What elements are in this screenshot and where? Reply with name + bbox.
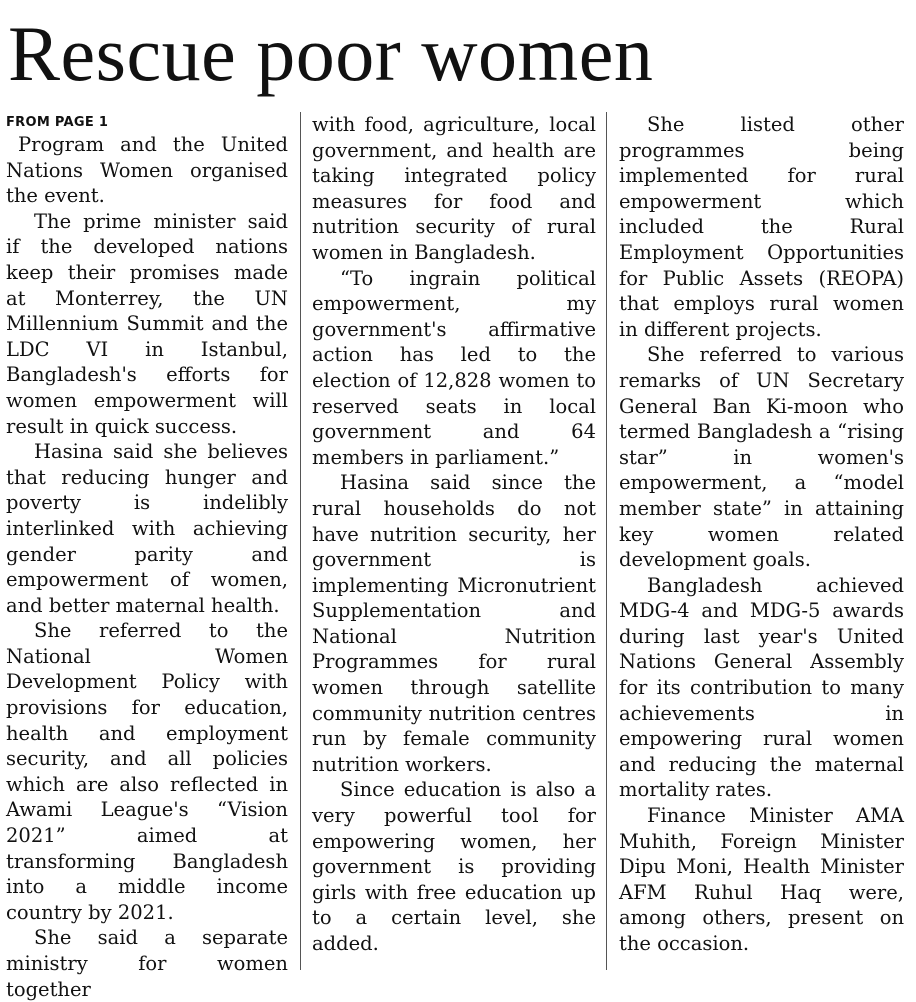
article-paragraph: Program and the United Nations Women organised the event. <box>6 133 288 208</box>
article-paragraph: She said a separate ministry for women together <box>6 926 288 1001</box>
column-rule <box>606 112 607 970</box>
article-paragraph: with food, agriculture, local government, and health are taking integrated policy measures for food and nutrition security of rural women in Bangladesh. <box>312 113 596 264</box>
article-paragraph: Bangladesh achieved MDG-4 and MDG-5 awards during last year's United Nations General Assembly for its contribution to many achievements in empowering rural women and reducing the maternal mortality rates. <box>619 573 904 802</box>
article-paragraph: She listed other programmes being implemented for rural empowerment which included the Rural Employment Opportunities for Public Assets (REOPA) that employs rural women in different projects. <box>619 113 904 341</box>
article-paragraph: Finance Minister AMA Muhith, Foreign Minister Dipu Moni, Health Minister AFM Ruhul Haq were, among others, present on the occasion. <box>619 804 904 955</box>
article-paragraph: The prime minister said if the developed nations keep their promises made at Monterrey, the UN Millennium Summit and the LDC VI in Istanbul, Bangladesh's efforts for women empowerment will result in quick success. <box>6 209 288 438</box>
article-column-3 <box>619 112 904 957</box>
article-paragraph: She referred to various remarks of UN Secretary General Ban Ki-moon who termed Bangladesh a “rising star” in women's empowerment, a “model member state” in attaining key women related development goals. <box>619 343 904 572</box>
article-paragraph: Hasina said she believes that reducing hunger and poverty is indelibly interlinked with achieving gender parity and empowerment of women, and better maternal health. <box>6 440 288 617</box>
article-paragraph: Hasina said since the rural households do not have nutrition security, her government is implementing Micronutrient Supplementation and National Nutrition Programmes for rural women through satellite community nutrition centres run by female community nutrition workers. <box>312 471 596 776</box>
article-paragraph: “To ingrain political empowerment, my government's affirmative action has led to the election of 12,828 women to reserved seats in local government and 64 members in parliament.” <box>312 266 596 469</box>
column-rule <box>300 112 301 970</box>
article-column-2 <box>312 112 596 957</box>
article-paragraph: She referred to the National Women Development Policy with provisions for education, health and employment security, and all policies which are also reflected in Awami League's “Vision 2021” aimed at transforming Bangladesh into a middle income country by 2021. <box>6 619 288 924</box>
headline: Rescue poor women <box>8 10 654 97</box>
article-paragraph: Since education is also a very powerful tool for empowering women, her government is providing girls with free education up to a certain level, she added. <box>312 778 596 955</box>
article-column-1 <box>6 112 288 1002</box>
continuation-kicker: FROM PAGE 1 <box>6 115 109 130</box>
